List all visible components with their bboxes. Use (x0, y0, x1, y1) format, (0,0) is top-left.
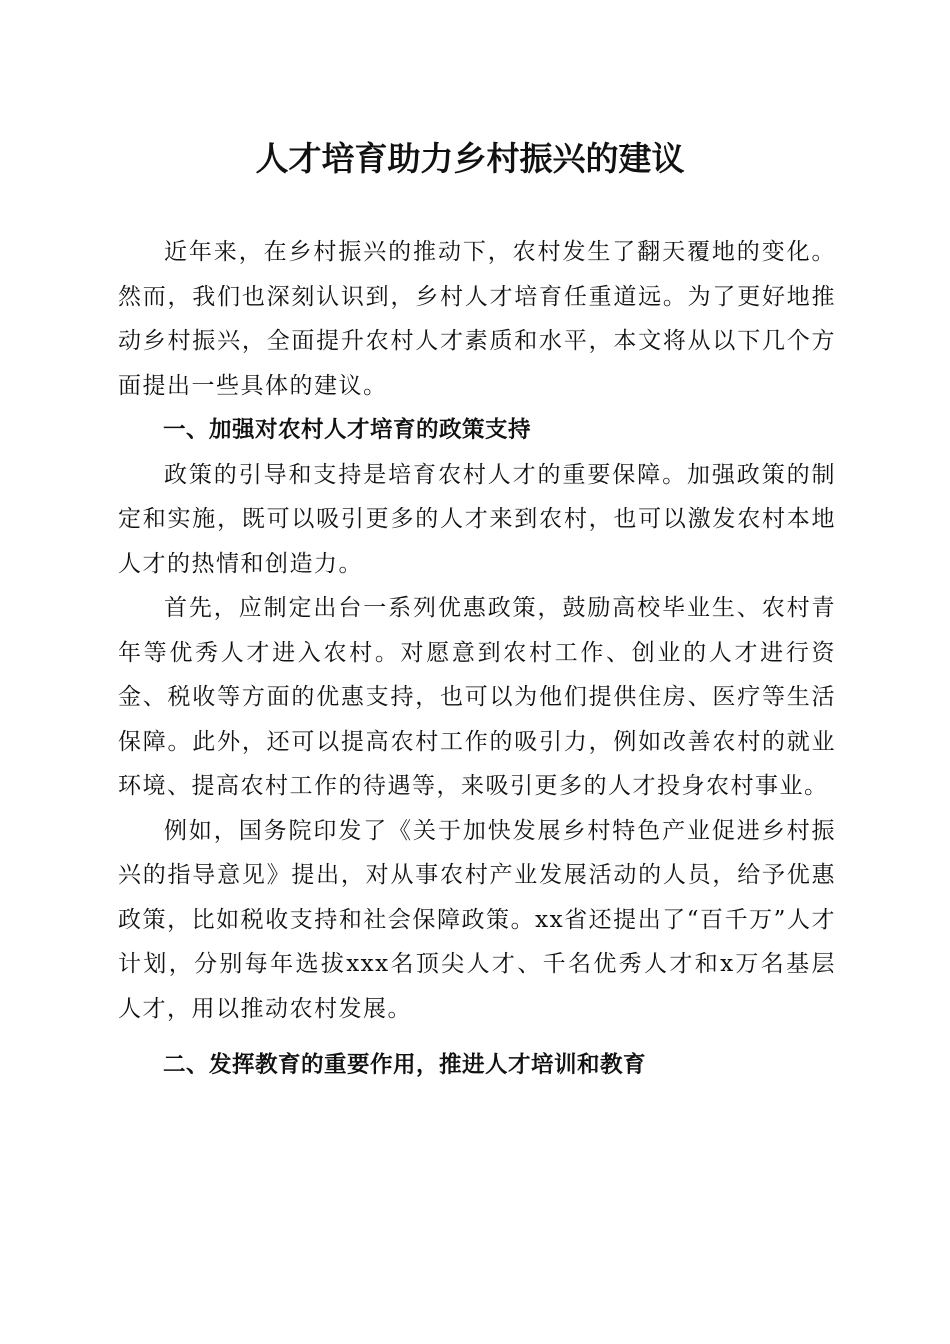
document-body (118, 230, 836, 1088)
body-paragraph: 例如，国务院印发了《关于加快发展乡村特色产业促进乡村振兴的指导意见》提出，对从事农村产业发展活动的人员，给予优惠政策，比如税收支持和社会保障政策。xx省还提出了“百千万”人才计划，分别每年选拔xxx名顶尖人才、千名优秀人才和x万名基层人才，用以推动农村发展。 (118, 817, 836, 1022)
document-title: 人才培育助力乡村振兴的建议 (255, 139, 685, 178)
body-paragraph: 政策的引导和支持是培育农村人才的重要保障。加强政策的制定和实施，既可以吸引更多的人才来到农村，也可以激发农村本地人才的热情和创造力。 (118, 461, 836, 577)
body-paragraph: 首先，应制定出台一系列优惠政策，鼓励高校毕业生、农村青年等优秀人才进入农村。对愿意到农村工作、创业的人才进行资金、税收等方面的优惠支持，也可以为他们提供住房、医疗等生活保障。此外，还可以提高农村工作的吸引力，例如改善农村的就业环境、提高农村工作的待遇等，来吸引更多的人才投身农村事业。 (118, 595, 836, 799)
section-heading-1: 一、加强对农村人才培育的政策支持 (163, 417, 532, 443)
intro-paragraph: 近年来，在乡村振兴的推动下，农村发生了翻天覆地的变化。然而，我们也深刻认识到，乡村人才培育任重道远。为了更好地推动乡村振兴，全面提升农村人才素质和水平，本文将从以下几个方面提出一些具体的建议。 (118, 239, 836, 399)
section-heading-2: 二、发挥教育的重要作用，推进人才培训和教育 (163, 1052, 647, 1078)
